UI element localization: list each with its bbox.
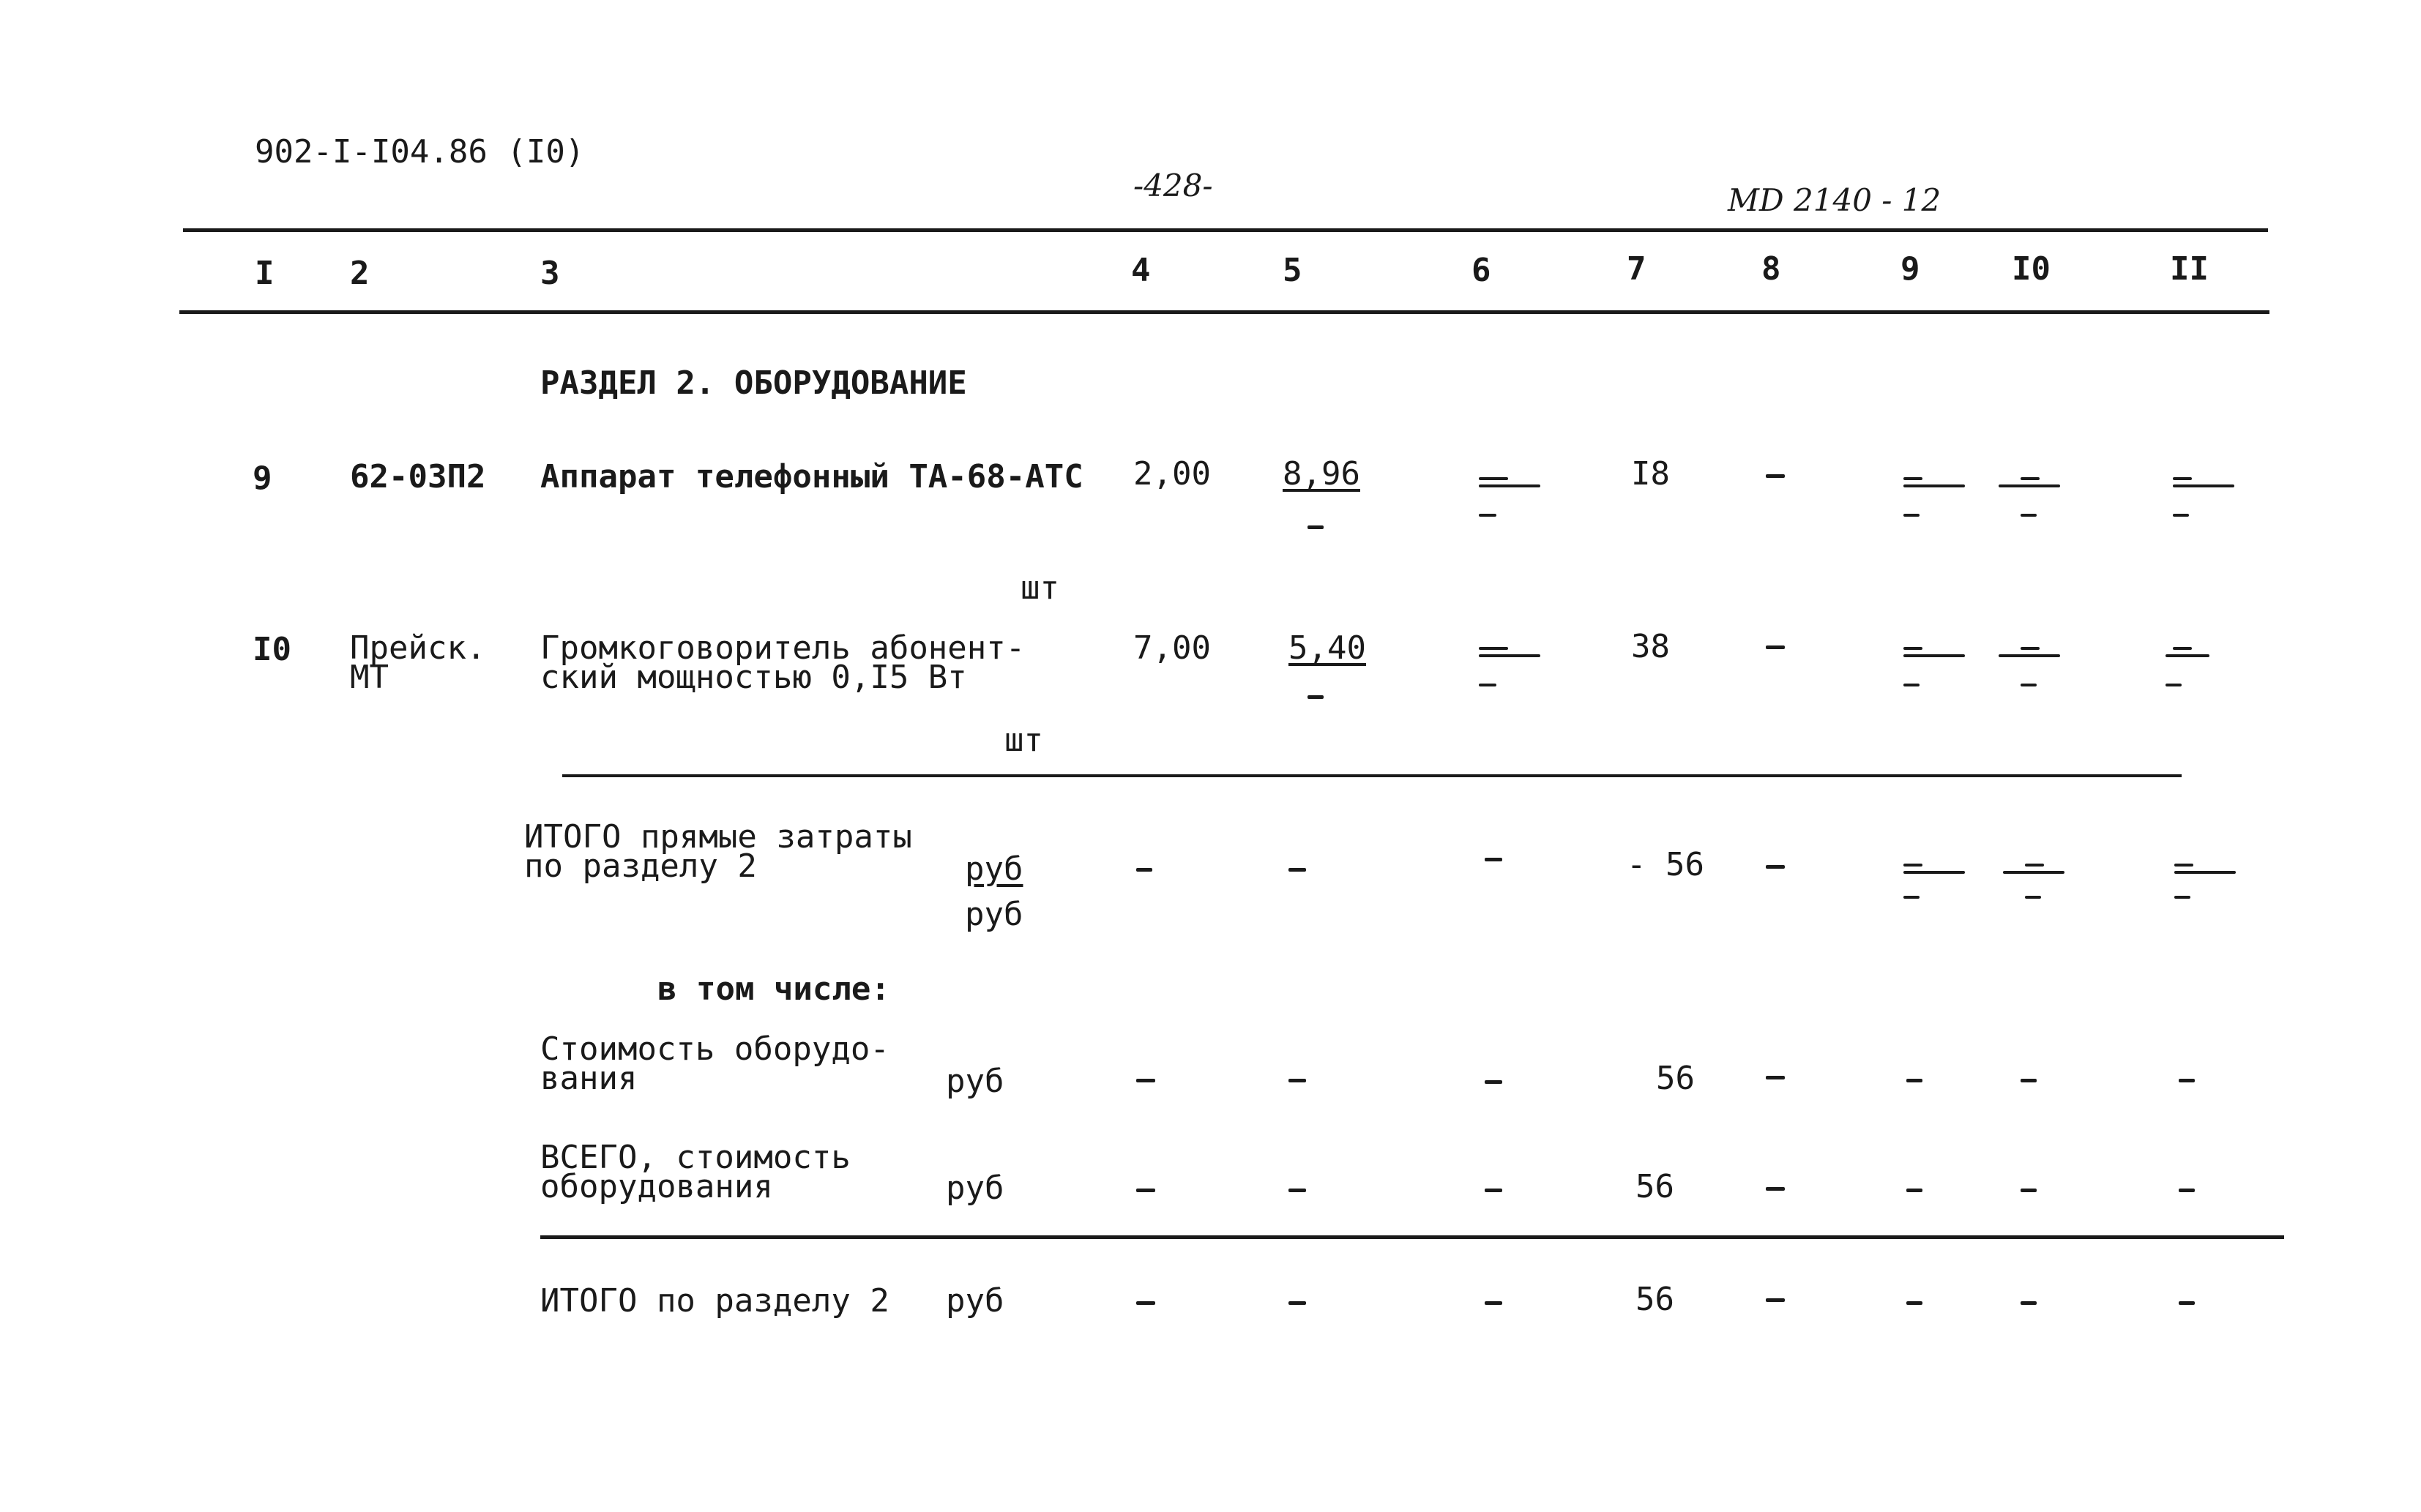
col-9-dash [1906,1189,1922,1192]
col-10-dash [2021,1079,2037,1082]
totals-divider [540,1235,2284,1239]
col-10-dash [2021,1301,2037,1305]
header-top-rule [183,228,2268,232]
col-4-value: 7,00 [1133,629,1211,667]
item-name: Громкоговоритель абонент- ский мощностью 0,I5 Вт [540,629,1026,696]
col-7-value: 56 [1635,1281,1674,1318]
items-divider [562,774,2182,777]
col-4-dash [1136,868,1152,872]
col-7-value: 38 [1631,628,1670,665]
col-10-header: I0 [2012,250,2051,288]
col-10-fraction [1999,647,2060,686]
item-unit: шт [1004,722,1043,759]
col-7-header: 7 [1627,250,1646,288]
col-6-dash [1485,1080,1502,1084]
col-5-dash [1288,1301,1306,1305]
doc-code: 902-I-I04.86 (I0) [255,133,585,171]
col-11-fraction [2173,477,2234,517]
col-6-dash [1485,1189,1502,1192]
col-5-value: 5,40 [1288,629,1366,667]
row-number: I0 [253,631,291,668]
col-4-dash [1136,1301,1155,1305]
item-name: Аппарат телефонный ТА-68-АТС [540,458,1083,495]
col-7-value: I8 [1631,455,1670,493]
total-direct-costs-label: ИТОГО прямые затраты по разделу 2 [524,818,912,885]
col-9-fraction [1903,477,1965,517]
col-9-dash [1906,1079,1922,1082]
col-8-dash [1766,1187,1785,1191]
col-10-fraction [1999,477,2060,517]
section-title: РАЗДЕЛ 2. ОБОРУДОВАНИЕ [540,364,967,402]
header-bottom-rule [179,310,2269,314]
col-8-dash [1766,1076,1785,1079]
unit-top: руб [965,850,1023,888]
col-8-dash [1766,1298,1785,1302]
col-9-header: 9 [1900,250,1920,288]
col-8-dash [1766,474,1785,478]
unit: руб [946,1063,1004,1100]
col-10-dash [2021,1189,2037,1192]
col-6-fraction [1479,477,1540,517]
row-number: 9 [253,460,272,497]
including-label: в том числе: [657,970,890,1008]
item-unit: шт [1021,569,1059,607]
col-11-dash [2179,1079,2195,1082]
col-4-header: 4 [1131,252,1151,289]
col-11-dash [2179,1301,2195,1305]
col-7-value: - 56 [1627,846,1704,883]
col-4-dash [1136,1189,1155,1192]
col-5-sub-dash [1308,525,1324,529]
col-11-fraction [2166,647,2227,686]
price-code: Прейск. МТ [350,629,486,696]
unit-bottom: руб [965,896,1023,933]
ref-code: MD 2140 - 12 [1728,182,1941,218]
col-6-header: 6 [1471,252,1491,289]
col-9-fraction [1903,647,1965,686]
page-number: -428- [1133,168,1213,203]
col-5-value: 8,96 [1283,455,1360,493]
equipment-cost-label: Стоимость оборудо- вания [540,1030,889,1097]
col-3-header: 3 [540,255,560,292]
col-5-dash [1288,1079,1306,1082]
unit: руб [946,1169,1004,1207]
unit: руб [946,1282,1004,1320]
col-6-fraction [1479,647,1540,686]
col-6-dash [1485,858,1502,861]
section-total-label: ИТОГО по разделу 2 [540,1282,889,1320]
col-8-dash [1766,865,1785,869]
col-10-fraction [2003,864,2064,899]
col-7-value: 56 [1635,1168,1674,1205]
col-8-header: 8 [1761,250,1781,288]
col-11-dash [2179,1189,2195,1192]
col-5-header: 5 [1283,252,1302,289]
col-5-sub-dash [1308,695,1324,699]
col-4-value: 2,00 [1133,455,1211,493]
col-6-dash [1485,1301,1502,1305]
col-8-dash [1766,645,1785,649]
col-5-dash [1288,868,1306,872]
price-code: 62-03П2 [350,458,486,495]
col-9-dash [1906,1301,1922,1305]
col-9-fraction [1903,864,1965,899]
col-4-dash [1136,1079,1155,1082]
total-equipment-label: ВСЕГО, стоимость оборудования [540,1139,851,1205]
col-5-dash [1288,1189,1306,1192]
col-2-header: 2 [350,255,370,292]
col-7-value: 56 [1656,1060,1695,1097]
col-11-fraction [2174,864,2236,899]
col-1-header: I [255,255,275,292]
col-11-header: II [2170,250,2209,288]
